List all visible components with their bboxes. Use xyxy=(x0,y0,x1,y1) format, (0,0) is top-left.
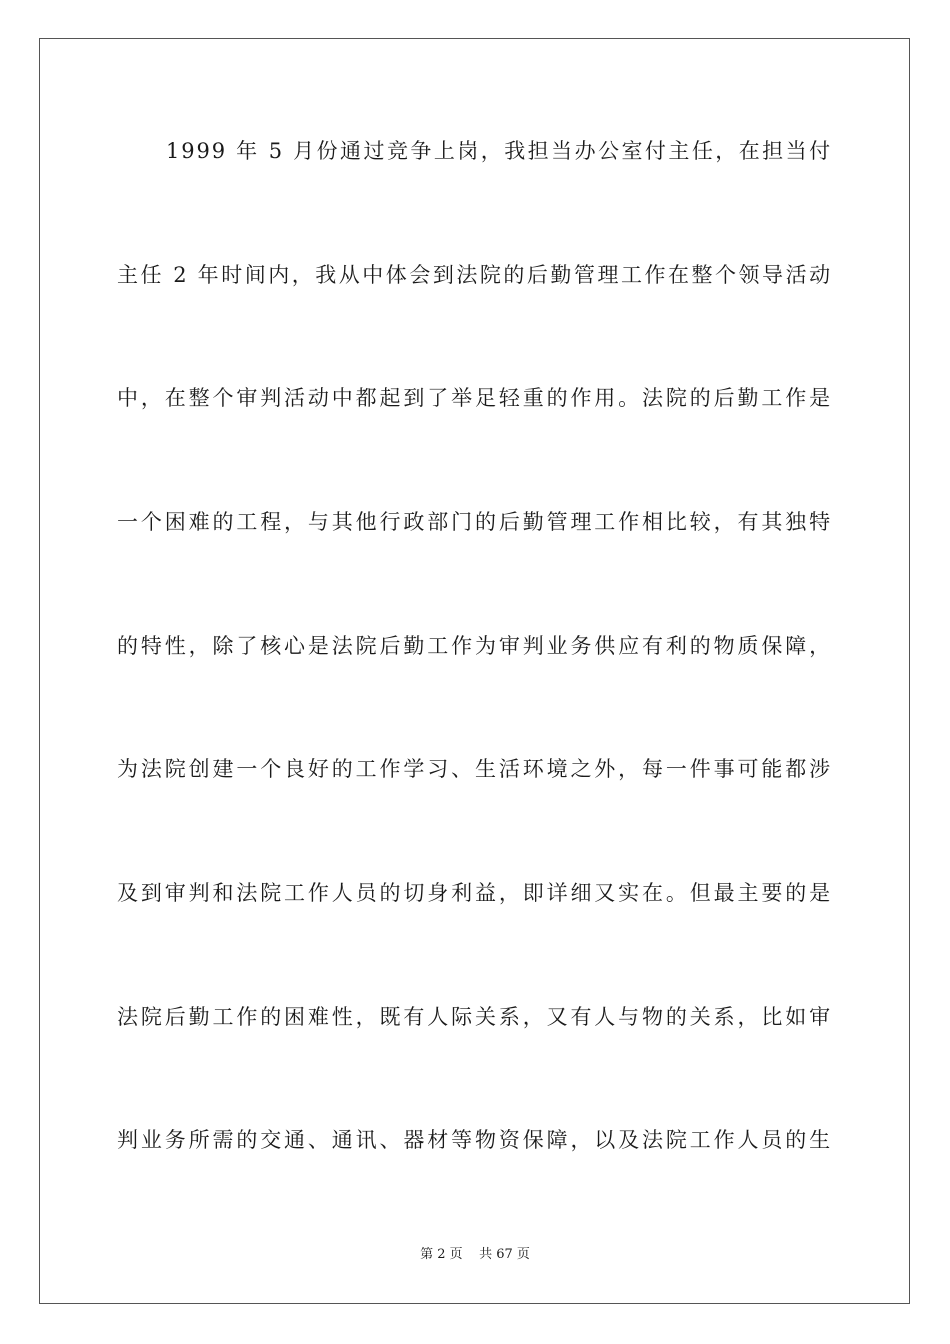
paragraph-line: 一个困难的工程，与其他行政部门的后勤管理工作相比较，有其独特 xyxy=(117,510,832,534)
paragraph-line: 主任 2 年时间内，我从中体会到法院的后勤管理工作在整个领导活动 xyxy=(117,263,832,287)
paragraph-line: 1999 年 5 月份通过竞争上岗，我担当办公室付主任，在担当付 xyxy=(166,139,832,163)
paragraph-line: 中，在整个审判活动中都起到了举足轻重的作用。法院的后勤工作是 xyxy=(117,386,832,410)
paragraph-line: 判业务所需的交通、通讯、器材等物资保障，以及法院工作人员的生 xyxy=(117,1128,832,1152)
paragraph-line: 法院后勤工作的困难性，既有人际关系，又有人与物的关系，比如审 xyxy=(117,1005,832,1029)
paragraph-line: 及到审判和法院工作人员的切身利益，即详细又实在。但最主要的是 xyxy=(117,881,832,905)
paragraph-line: 的特性，除了核心是法院后勤工作为审判业务供应有利的物质保障， xyxy=(117,634,832,658)
paragraph-line: 为法院创建一个良好的工作学习、生活环境之外，每一件事可能都涉 xyxy=(117,757,832,781)
page-number: 第 2 页 共 67 页 xyxy=(420,1247,530,1262)
page-border xyxy=(39,38,910,1304)
